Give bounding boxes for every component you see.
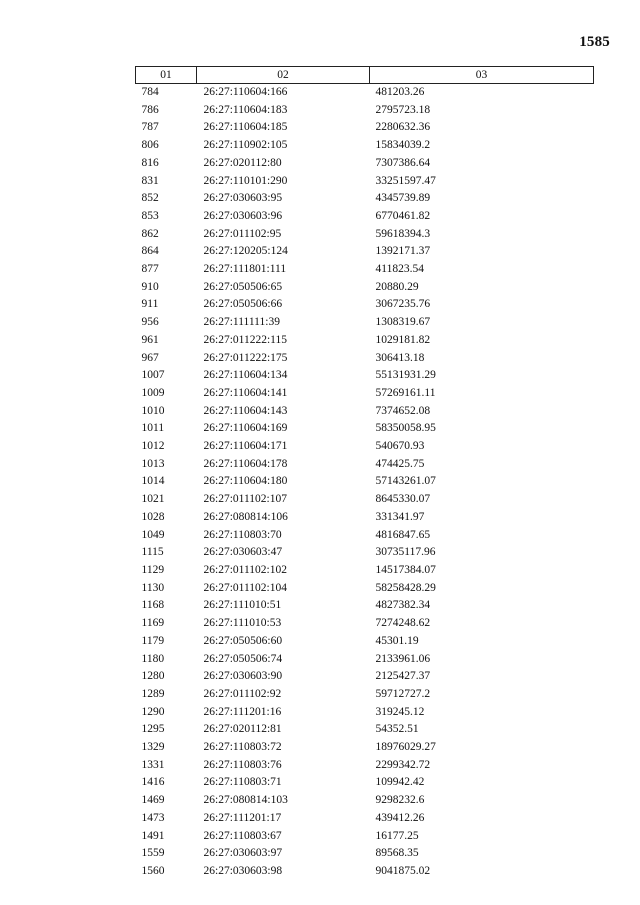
- value-cell: 54352.51: [375, 723, 419, 736]
- cadastral-number-cell: 26:27:110902:105: [203, 139, 288, 152]
- table-row: [136, 491, 594, 509]
- table-row: [136, 615, 594, 633]
- value-cell: 59618394.3: [375, 227, 431, 240]
- value-cell: 2280632.36: [375, 121, 431, 134]
- row-number-cell: 1012: [141, 440, 165, 453]
- value-cell: 89568.35: [375, 847, 419, 860]
- row-number-cell: 1559: [141, 847, 165, 860]
- cadastral-number-cell: 26:27:110604:171: [203, 440, 288, 453]
- value-cell: 474425.75: [375, 457, 425, 470]
- value-cell: 481203.26: [375, 86, 425, 98]
- cadastral-number-cell: 26:27:030603:97: [203, 847, 283, 860]
- row-number-cell: 1473: [141, 811, 165, 824]
- cadastral-number-cell: 26:27:020112:80: [203, 156, 282, 169]
- value-cell: 57269161.11: [375, 386, 436, 399]
- value-cell: 319245.12: [375, 705, 425, 718]
- table-row: [136, 261, 594, 279]
- cadastral-number-cell: 26:27:110604:169: [203, 422, 288, 435]
- cadastral-number-cell: 26:27:111010:53: [203, 617, 282, 630]
- cadastral-number-cell: 26:27:011102:95: [203, 227, 282, 240]
- table-row: [136, 438, 594, 456]
- table-row: [136, 668, 594, 686]
- cadastral-number-cell: 26:27:111201:17: [203, 811, 282, 824]
- value-cell: 33251597.47: [375, 174, 436, 187]
- cadastral-number-cell: 26:27:110803:67: [203, 829, 282, 842]
- row-number-cell: 852: [141, 192, 159, 205]
- value-cell: 109942.42: [375, 776, 425, 789]
- table-row: [136, 332, 594, 350]
- cadastral-number-cell: 26:27:030603:47: [203, 546, 283, 559]
- table-row: [136, 420, 594, 438]
- value-cell: 7274248.62: [375, 617, 431, 630]
- value-cell: 30735117.96: [375, 546, 436, 559]
- value-cell: 306413.18: [375, 351, 425, 364]
- row-number-cell: 1115: [141, 546, 164, 559]
- value-cell: 8645330.07: [375, 493, 431, 506]
- row-number-cell: 1028: [141, 510, 165, 523]
- row-number-cell: 1129: [141, 563, 165, 576]
- table-row: [136, 562, 594, 580]
- table-row: [136, 509, 594, 527]
- cadastral-number-cell: 26:27:110101:290: [203, 174, 288, 187]
- value-cell: 4816847.65: [375, 528, 431, 541]
- value-cell: 1308319.67: [375, 316, 431, 329]
- row-number-cell: 831: [141, 174, 159, 187]
- row-number-cell: 1289: [141, 687, 165, 700]
- table-row: [136, 704, 594, 722]
- data-table: [135, 66, 594, 881]
- value-cell: 58350058.95: [375, 422, 436, 435]
- value-cell: 4827382.34: [375, 599, 431, 612]
- cadastral-number-cell: 26:27:030603:95: [203, 192, 283, 205]
- cadastral-number-cell: 26:27:110604:180: [203, 475, 288, 488]
- table-row: [136, 155, 594, 173]
- value-cell: 2795723.18: [375, 103, 431, 116]
- row-number-cell: 1331: [141, 758, 165, 771]
- value-cell: 1392171.37: [375, 245, 431, 258]
- row-number-cell: 956: [141, 316, 159, 329]
- row-number-cell: 1280: [141, 670, 165, 683]
- value-cell: 540670.93: [375, 440, 425, 453]
- table-row: [136, 350, 594, 368]
- table-row: [136, 580, 594, 598]
- cadastral-number-cell: 26:27:110803:76: [203, 758, 282, 771]
- table-row: [136, 190, 594, 208]
- table-row: [136, 279, 594, 297]
- cadastral-number-cell: 26:27:110604:141: [203, 386, 288, 399]
- cadastral-number-cell: 26:27:011102:107: [203, 493, 287, 506]
- row-number-cell: 1014: [141, 475, 165, 488]
- row-number-cell: 1179: [141, 634, 165, 647]
- table-row: [136, 314, 594, 332]
- value-cell: 7307386.64: [375, 156, 431, 169]
- table-row: [136, 119, 594, 137]
- table-row: [136, 367, 594, 385]
- table-row: [136, 137, 594, 155]
- table-row: [136, 774, 594, 792]
- value-cell: 7374652.08: [375, 404, 431, 417]
- row-number-cell: 1180: [141, 652, 165, 665]
- table-row: [136, 456, 594, 474]
- value-cell: 439412.26: [375, 811, 425, 824]
- value-cell: 57143261.07: [375, 475, 436, 488]
- cadastral-number-cell: 26:27:011102:92: [203, 687, 282, 700]
- row-number-cell: 1049: [141, 528, 165, 541]
- cadastral-number-cell: 26:27:080814:106: [203, 510, 288, 523]
- table-row: [136, 633, 594, 651]
- cadastral-number-cell: 26:27:050506:66: [203, 298, 283, 311]
- cadastral-number-cell: 26:27:111801:111: [203, 263, 287, 276]
- cadastral-number-cell: 26:27:020112:81: [203, 723, 282, 736]
- table-row: [136, 226, 594, 244]
- column-header-03: 03: [370, 67, 594, 84]
- row-number-cell: 1416: [141, 776, 165, 789]
- value-cell: 331341.97: [375, 510, 425, 523]
- row-number-cell: 967: [141, 351, 159, 364]
- value-cell: 3067235.76: [375, 298, 431, 311]
- row-number-cell: 862: [141, 227, 159, 240]
- row-number-cell: 1130: [141, 581, 165, 594]
- column-header-02: 02: [197, 67, 370, 84]
- cadastral-number-cell: 26:27:110604:178: [203, 457, 288, 470]
- row-number-cell: 1021: [141, 493, 165, 506]
- value-cell: 1029181.82: [375, 333, 431, 346]
- row-number-cell: 784: [141, 86, 159, 98]
- value-cell: 2133961.06: [375, 652, 431, 665]
- row-number-cell: 877: [141, 263, 159, 276]
- row-number-cell: 1491: [141, 829, 165, 842]
- row-number-cell: 1010: [141, 404, 165, 417]
- table-header: [136, 67, 594, 84]
- table-row: [136, 863, 594, 881]
- table-row: [136, 845, 594, 863]
- table-row: [136, 686, 594, 704]
- row-number-cell: 1169: [141, 617, 165, 630]
- row-number-cell: 786: [141, 103, 159, 116]
- cadastral-number-cell: 26:27:011222:115: [203, 333, 287, 346]
- cadastral-number-cell: 26:27:111010:51: [203, 599, 282, 612]
- value-cell: 45301.19: [375, 634, 419, 647]
- cadastral-number-cell: 26:27:050506:65: [203, 280, 283, 293]
- row-number-cell: 816: [141, 156, 159, 169]
- table-row: [136, 296, 594, 314]
- cadastral-number-cell: 26:27:110604:183: [203, 103, 288, 116]
- value-cell: 2299342.72: [375, 758, 431, 771]
- cadastral-number-cell: 26:27:050506:74: [203, 652, 283, 665]
- header-row: [136, 67, 594, 84]
- row-number-cell: 806: [141, 139, 159, 152]
- cadastral-number-cell: 26:27:050506:60: [203, 634, 283, 647]
- row-number-cell: 1168: [141, 599, 165, 612]
- table-row: [136, 757, 594, 775]
- row-number-cell: 1560: [141, 864, 165, 877]
- cadastral-number-cell: 26:27:110604:166: [203, 86, 288, 98]
- cadastral-number-cell: 26:27:030603:96: [203, 209, 283, 222]
- cadastral-number-cell: 26:27:111201:16: [203, 705, 282, 718]
- row-number-cell: 1009: [141, 386, 165, 399]
- table-row: [136, 208, 594, 226]
- row-number-cell: 961: [141, 333, 159, 346]
- value-cell: 16177.25: [375, 829, 419, 842]
- table-row: [136, 544, 594, 562]
- row-number-cell: 1469: [141, 794, 165, 807]
- page-number: 1585: [579, 34, 610, 50]
- value-cell: 9041875.02: [375, 864, 431, 877]
- row-number-cell: 910: [141, 280, 159, 293]
- table-row: [136, 385, 594, 403]
- value-cell: 55131931.29: [375, 369, 436, 382]
- value-cell: 58258428.29: [375, 581, 436, 594]
- cadastral-number-cell: 26:27:030603:98: [203, 864, 283, 877]
- row-number-cell: 911: [141, 298, 159, 311]
- table-row: [136, 739, 594, 757]
- value-cell: 20880.29: [375, 280, 419, 293]
- cadastral-number-cell: 26:27:011222:175: [203, 351, 288, 364]
- table-row: [136, 84, 594, 102]
- cadastral-number-cell: 26:27:110803:72: [203, 741, 282, 754]
- value-cell: 18976029.27: [375, 741, 436, 754]
- cadastral-number-cell: 26:27:080814:103: [203, 794, 288, 807]
- table-row: [136, 721, 594, 739]
- cadastral-number-cell: 26:27:110604:185: [203, 121, 288, 134]
- cadastral-number-cell: 26:27:011102:102: [203, 563, 287, 576]
- cadastral-number-cell: 26:27:011102:104: [203, 581, 287, 594]
- row-number-cell: 864: [141, 245, 159, 258]
- table-row: [136, 651, 594, 669]
- value-cell: 411823.54: [375, 263, 424, 276]
- value-cell: 4345739.89: [375, 192, 431, 205]
- row-number-cell: 787: [141, 121, 159, 134]
- table-row: [136, 243, 594, 261]
- cadastral-number-cell: 26:27:110604:134: [203, 369, 288, 382]
- table-row: [136, 473, 594, 491]
- table-body: [136, 84, 594, 881]
- row-number-cell: 1007: [141, 369, 165, 382]
- value-cell: 59712727.2: [375, 687, 431, 700]
- value-cell: 2125427.37: [375, 670, 431, 683]
- table-row: [136, 102, 594, 120]
- row-number-cell: 1013: [141, 457, 165, 470]
- table-row: [136, 527, 594, 545]
- row-number-cell: 1011: [141, 422, 165, 435]
- table-row: [136, 792, 594, 810]
- value-cell: 9298232.6: [375, 794, 425, 807]
- cadastral-number-cell: 26:27:030603:90: [203, 670, 283, 683]
- row-number-cell: 1290: [141, 705, 165, 718]
- row-number-cell: 1329: [141, 741, 165, 754]
- cadastral-number-cell: 26:27:110803:70: [203, 528, 282, 541]
- cadastral-number-cell: 26:27:120205:124: [203, 245, 288, 258]
- table-row: [136, 810, 594, 828]
- table-row: [136, 597, 594, 615]
- value-cell: 14517384.07: [375, 563, 436, 576]
- cadastral-number-cell: 26:27:110803:71: [203, 776, 282, 789]
- row-number-cell: 1295: [141, 723, 165, 736]
- cadastral-number-cell: 26:27:110604:143: [203, 404, 288, 417]
- table-row: [136, 173, 594, 191]
- value-cell: 6770461.82: [375, 209, 431, 222]
- value-cell: 15834039.2: [375, 139, 431, 152]
- table-row: [136, 403, 594, 421]
- row-number-cell: 853: [141, 209, 159, 222]
- cadastral-number-cell: 26:27:111111:39: [203, 316, 280, 329]
- table-row: [136, 828, 594, 846]
- column-header-01: 01: [136, 67, 197, 84]
